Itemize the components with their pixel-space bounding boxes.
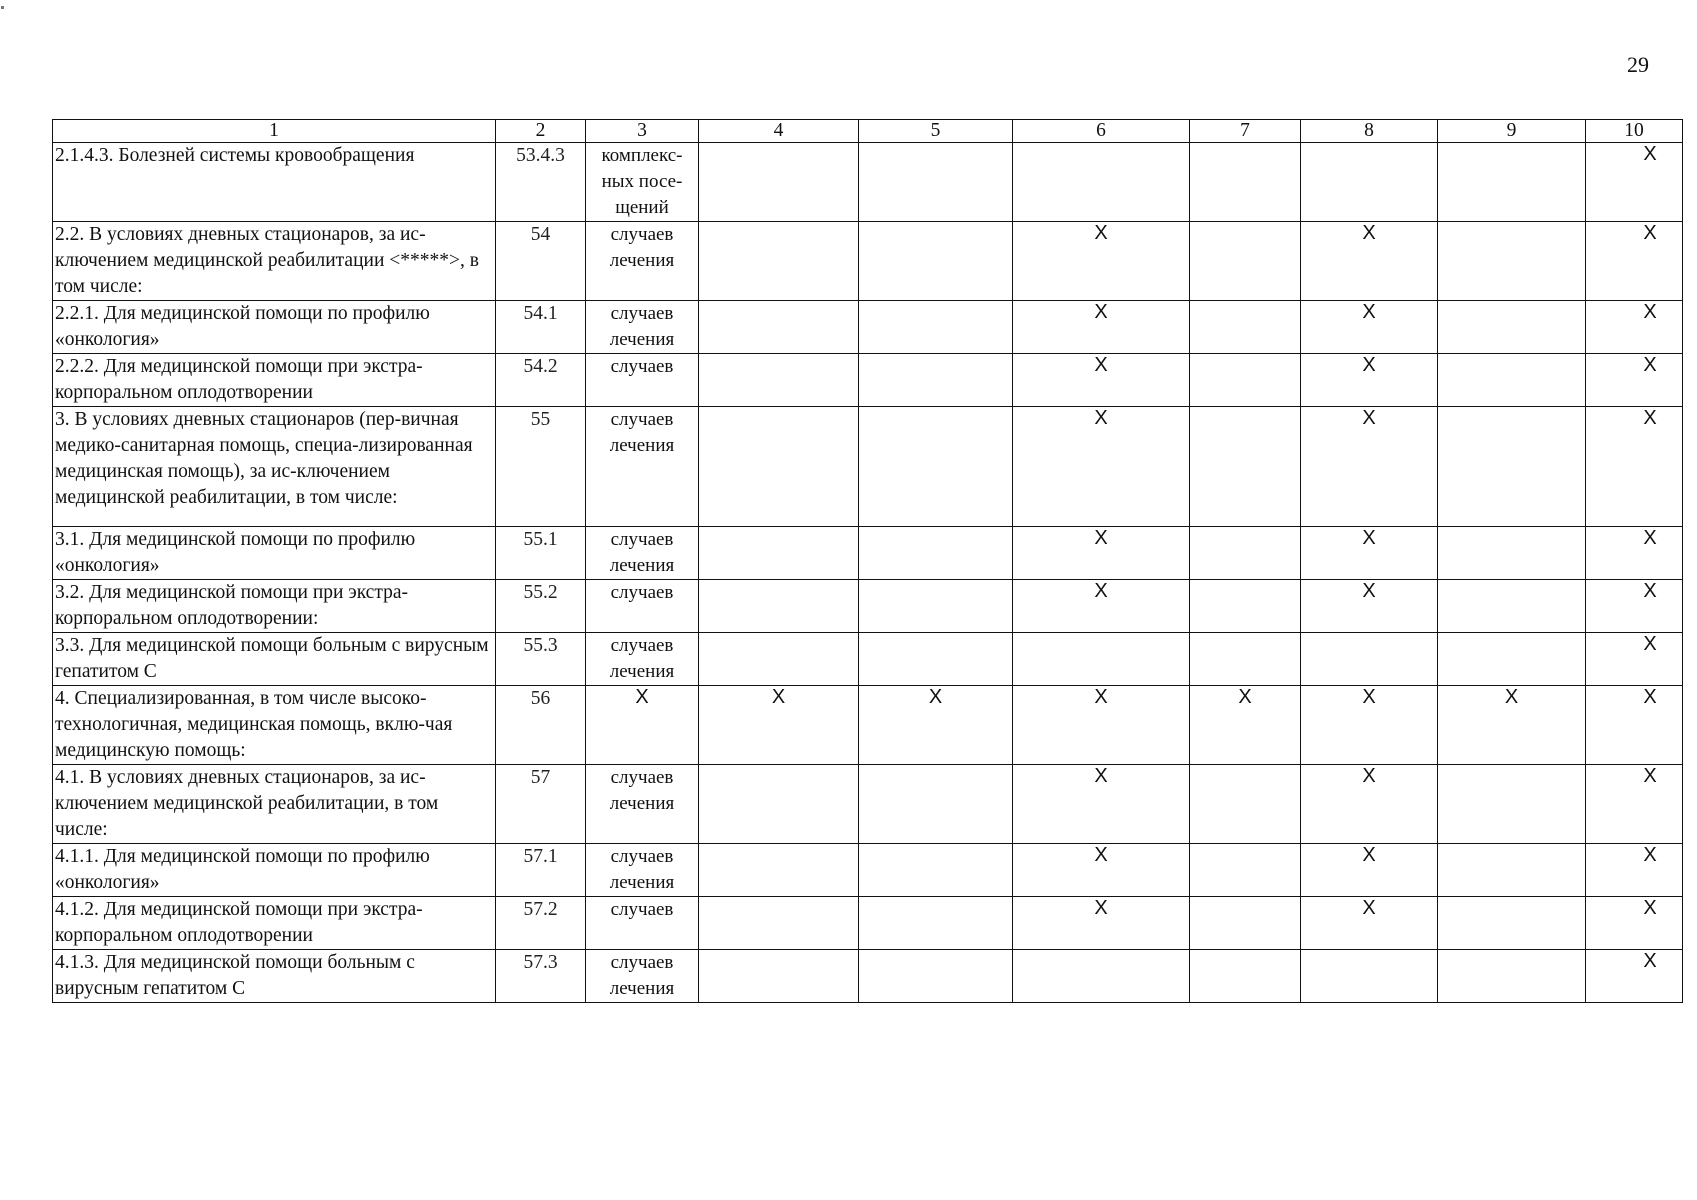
cell-col8: X	[1301, 301, 1438, 354]
cell-col9	[1438, 222, 1586, 301]
data-table	[52, 119, 1683, 1003]
cell-col10: X	[1586, 633, 1683, 686]
cell-col5	[859, 897, 1013, 950]
row-code-cell: 54	[496, 222, 586, 301]
row-name-cell: 3.1. Для медицинской помощи по профилю «онкология»	[53, 527, 496, 580]
row-code-cell: 55.2	[496, 580, 586, 633]
cell-col6	[1013, 950, 1190, 1003]
cell-col8: X	[1301, 765, 1438, 844]
cell-col4	[699, 354, 859, 407]
row-unit-cell: случаев лечения	[586, 527, 699, 580]
cell-col9	[1438, 527, 1586, 580]
cell-col5	[859, 354, 1013, 407]
row-code-cell: 54.2	[496, 354, 586, 407]
column-header-9: 9	[1438, 120, 1586, 143]
cell-col7	[1190, 897, 1301, 950]
cell-col8: X	[1301, 897, 1438, 950]
cell-col6: X	[1013, 354, 1190, 407]
cell-col10: X	[1586, 222, 1683, 301]
row-name-cell: 4.1.1. Для медицинской помощи по профилю «онкология»	[53, 844, 496, 897]
cell-col4	[699, 527, 859, 580]
row-name-cell: 2.1.4.3. Болезней системы кровообращения	[53, 143, 496, 222]
table-row	[53, 407, 1683, 527]
row-name-cell: 4.1.3. Для медицинской помощи больным с вирусным гепатитом С	[53, 950, 496, 1003]
cell-col10: X	[1586, 686, 1683, 765]
row-unit-cell: случаев	[586, 580, 699, 633]
row-name-cell: 3. В условиях дневных стационаров (пер-вичная медико-санитарная помощь, специа-лизированная медицинская помощь), за ис-ключением медицинской реабилитации, в том числе:	[53, 407, 496, 527]
table-row	[53, 844, 1683, 897]
row-unit-cell: случаев лечения	[586, 633, 699, 686]
column-header-1: 1	[53, 120, 496, 143]
column-number-row	[53, 120, 1683, 143]
cell-col8: X	[1301, 354, 1438, 407]
row-name-cell: 4. Специализированная, в том числе высоко-технологичная, медицинская помощь, вклю-чая медицинскую помощь:	[53, 686, 496, 765]
cell-col5: X	[859, 686, 1013, 765]
row-name-cell: 2.2.1. Для медицинской помощи по профилю «онкология»	[53, 301, 496, 354]
cell-col4	[699, 143, 859, 222]
row-unit-cell: комплекс-ных посе-щений	[586, 143, 699, 222]
cell-col6	[1013, 143, 1190, 222]
cell-col6: X	[1013, 686, 1190, 765]
row-unit-cell: случаев лечения	[586, 222, 699, 301]
cell-col4	[699, 897, 859, 950]
table-row	[53, 633, 1683, 686]
row-unit-cell: случаев лечения	[586, 765, 699, 844]
cell-col6	[1013, 633, 1190, 686]
cell-col6: X	[1013, 222, 1190, 301]
cell-col8: X	[1301, 222, 1438, 301]
row-unit-cell: случаев лечения	[586, 407, 699, 527]
row-name-cell: 4.1. В условиях дневных стационаров, за ис-ключением медицинской реабилитации, в том числе:	[53, 765, 496, 844]
cell-col5	[859, 633, 1013, 686]
table-header	[53, 120, 1683, 143]
cell-col9	[1438, 354, 1586, 407]
cell-col4	[699, 765, 859, 844]
cell-col6: X	[1013, 580, 1190, 633]
table-body	[53, 143, 1683, 1003]
cell-col9	[1438, 844, 1586, 897]
cell-col9	[1438, 633, 1586, 686]
row-code-cell: 57.3	[496, 950, 586, 1003]
row-unit-cell: случаев	[586, 354, 699, 407]
cell-col10: X	[1586, 844, 1683, 897]
cell-col8	[1301, 950, 1438, 1003]
cell-col7	[1190, 301, 1301, 354]
cell-col7	[1190, 580, 1301, 633]
row-name-cell: 4.1.2. Для медицинской помощи при экстра-корпоральном оплодотворении	[53, 897, 496, 950]
table-row	[53, 354, 1683, 407]
row-name-cell: 3.2. Для медицинской помощи при экстра-корпоральном оплодотворении:	[53, 580, 496, 633]
cell-col5	[859, 527, 1013, 580]
row-code-cell: 55	[496, 407, 586, 527]
cell-col5	[859, 844, 1013, 897]
row-code-cell: 57.2	[496, 897, 586, 950]
table-row	[53, 580, 1683, 633]
cell-col10: X	[1586, 143, 1683, 222]
cell-col5	[859, 301, 1013, 354]
cell-col9	[1438, 407, 1586, 527]
cell-col9	[1438, 897, 1586, 950]
cell-col10: X	[1586, 527, 1683, 580]
row-unit-cell: X	[586, 686, 699, 765]
cell-col5	[859, 580, 1013, 633]
cell-col4	[699, 633, 859, 686]
column-header-4: 4	[699, 120, 859, 143]
cell-col7	[1190, 527, 1301, 580]
row-unit-cell: случаев	[586, 897, 699, 950]
cell-col9: X	[1438, 686, 1586, 765]
cell-col7	[1190, 950, 1301, 1003]
row-code-cell: 57.1	[496, 844, 586, 897]
cell-col10: X	[1586, 897, 1683, 950]
cell-col4	[699, 407, 859, 527]
cell-col4	[699, 844, 859, 897]
column-header-10: 10	[1586, 120, 1683, 143]
cell-col7: X	[1190, 686, 1301, 765]
cell-col4	[699, 301, 859, 354]
cell-col6: X	[1013, 844, 1190, 897]
cell-col6: X	[1013, 527, 1190, 580]
cell-col10: X	[1586, 765, 1683, 844]
cell-col7	[1190, 354, 1301, 407]
cell-col5	[859, 765, 1013, 844]
cell-col9	[1438, 950, 1586, 1003]
cell-col5	[859, 143, 1013, 222]
cell-col4: X	[699, 686, 859, 765]
table-row	[53, 765, 1683, 844]
cell-col6: X	[1013, 897, 1190, 950]
cell-col7	[1190, 844, 1301, 897]
cell-col5	[859, 950, 1013, 1003]
cell-col7	[1190, 765, 1301, 844]
cell-col5	[859, 407, 1013, 527]
row-code-cell: 54.1	[496, 301, 586, 354]
cell-col6: X	[1013, 407, 1190, 527]
cell-col6: X	[1013, 301, 1190, 354]
column-header-5: 5	[859, 120, 1013, 143]
cell-col5	[859, 222, 1013, 301]
cell-col7	[1190, 222, 1301, 301]
cell-col9	[1438, 765, 1586, 844]
row-code-cell: 57	[496, 765, 586, 844]
column-header-8: 8	[1301, 120, 1438, 143]
table-row	[53, 686, 1683, 765]
table-row	[53, 527, 1683, 580]
row-code-cell: 56	[496, 686, 586, 765]
table-row	[53, 897, 1683, 950]
row-unit-cell: случаев лечения	[586, 950, 699, 1003]
row-unit-cell: случаев лечения	[586, 844, 699, 897]
cell-col10: X	[1586, 950, 1683, 1003]
table-row	[53, 301, 1683, 354]
row-name-cell: 2.2. В условиях дневных стационаров, за ис-ключением медицинской реабилитации <*****>, в том числе:	[53, 222, 496, 301]
table-row	[53, 222, 1683, 301]
cell-col9	[1438, 143, 1586, 222]
cell-col10: X	[1586, 301, 1683, 354]
row-name-cell: 3.3. Для медицинской помощи больным с вирусным гепатитом С	[53, 633, 496, 686]
cell-col8: X	[1301, 844, 1438, 897]
cell-col6: X	[1013, 765, 1190, 844]
cell-col9	[1438, 301, 1586, 354]
row-code-cell: 53.4.3	[496, 143, 586, 222]
row-code-cell: 55.3	[496, 633, 586, 686]
cell-col8: X	[1301, 407, 1438, 527]
table-row	[53, 950, 1683, 1003]
cell-col7	[1190, 633, 1301, 686]
cell-col10: X	[1586, 407, 1683, 527]
cell-col4	[699, 580, 859, 633]
cell-col4	[699, 950, 859, 1003]
cell-col8: X	[1301, 580, 1438, 633]
table-row	[53, 143, 1683, 222]
row-unit-cell: случаев лечения	[586, 301, 699, 354]
cell-col9	[1438, 580, 1586, 633]
page-number: 29	[1627, 52, 1649, 77]
column-header-3: 3	[586, 120, 699, 143]
cell-col7	[1190, 143, 1301, 222]
scan-artifact	[1, 6, 4, 9]
row-code-cell: 55.1	[496, 527, 586, 580]
cell-col7	[1190, 407, 1301, 527]
cell-col8: X	[1301, 527, 1438, 580]
column-header-7: 7	[1190, 120, 1301, 143]
cell-col10: X	[1586, 354, 1683, 407]
row-name-cell: 2.2.2. Для медицинской помощи при экстра-корпоральном оплодотворении	[53, 354, 496, 407]
cell-col8: X	[1301, 686, 1438, 765]
cell-col4	[699, 222, 859, 301]
cell-col8	[1301, 633, 1438, 686]
column-header-2: 2	[496, 120, 586, 143]
cell-col8	[1301, 143, 1438, 222]
cell-col10: X	[1586, 580, 1683, 633]
column-header-6: 6	[1013, 120, 1190, 143]
